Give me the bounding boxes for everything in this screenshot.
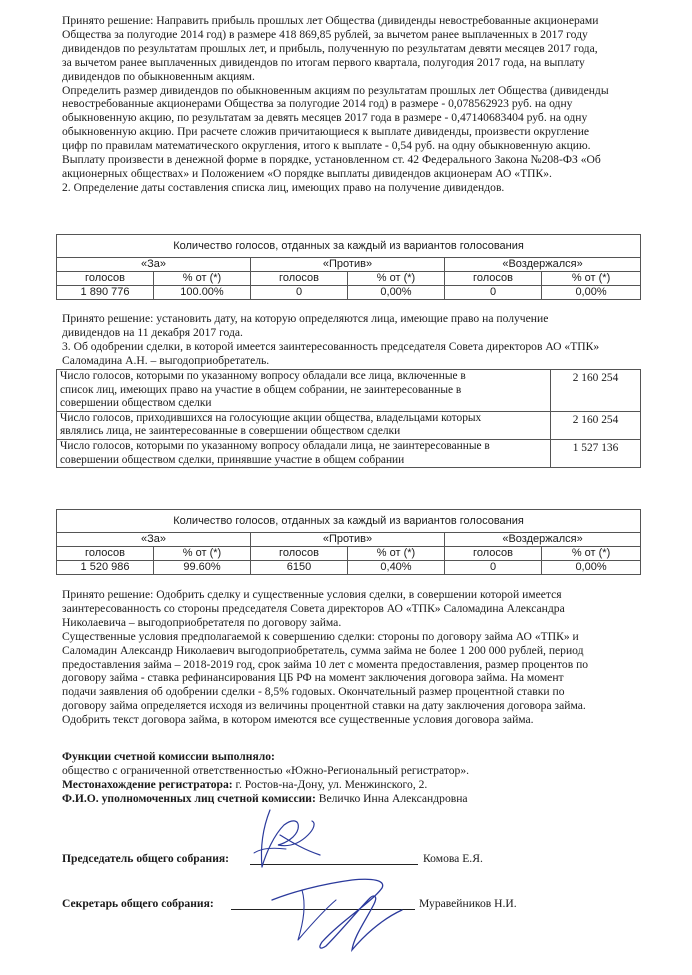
chair-label: Председатель общего собрания: [62,852,230,865]
text-line: цифр по правилам математического округления, итого к выплате - 0,54 руб. на одну обыкновенную акцию. [62,139,591,153]
text-line: Николаевича – выгодоприобретателя по договору займа. [62,615,342,629]
column-header: голосов [445,272,542,286]
option-against: «Против» [251,533,445,547]
table-row [57,510,641,533]
text-line: 3. Об одобрении сделки, в которой имеется заинтересованность председателя Совета директоров АО «ТПК» [62,339,600,353]
vote-results-table-1 [56,234,641,300]
option-for: «За» [57,258,251,272]
option-abstain: «Воздержался» [445,533,641,547]
persons-label: Ф.И.О. уполномоченных лиц счетной комиссии: [62,791,316,805]
option-abstain: «Воздержался» [445,258,641,272]
text-line: Число голосов, приходившихся на голосующие акции общества, владельцами которых [60,411,482,424]
table-cell: 1 890 776 [57,286,154,300]
text-line: договору займа определяется исходя из величины процентной ставки на дату заключения договора займа. [62,699,586,713]
table-row [57,561,641,575]
column-header: % от (*) [348,547,445,561]
text-line: Выплату произвести в денежной форме в порядке, установленном ст. 42 Федерального Закона №208-ФЗ «Об [62,153,601,167]
column-header: % от (*) [542,547,641,561]
secretary-label: Секретарь общего собрания: [62,897,214,910]
text-line: обыкновенную акцию, по результатам за девять месяцев 2017 года в размере - 0,47140683404 руб. на одну [62,111,588,125]
table-cell: 0,00% [542,286,641,300]
table-cell: 6150 [251,561,348,575]
text-line: совершении обществом сделки, принявшие участие в общем собрании [60,453,405,466]
column-header: % от (*) [154,272,251,286]
text-line: дивидендов на 11 декабря 2017 года. [62,325,243,339]
option-for: «За» [57,533,251,547]
text-line: за вычетом ранее выплаченных дивидендов по итогам первого квартала, полугодия 2017 года, на выплату [62,55,585,69]
column-header: голосов [57,547,154,561]
persons-value: Величко Инна Александровна [315,791,468,805]
text-line: предоставления займа – 2018-2019 год, срок займа 10 лет с момента предоставления, размер процентов по [62,657,589,671]
column-header: голосов [251,272,348,286]
text-line: являлись лица, не заинтересованные в совершении обществом сделки [60,425,401,438]
column-header: % от (*) [348,272,445,286]
text-line: Саломадина А.Н. – выгодоприобретатель. [62,353,270,367]
text-line: Существенные условия предполагаемой к совершению сделки: стороны по договору займа АО «ТПК» и [62,629,579,643]
table-cell: 1 520 986 [57,561,154,575]
counting-commission-block [62,750,668,806]
stat-value: 2 160 254 [551,411,641,439]
decision-record-date-paragraph [62,312,668,368]
stat-value: 1 527 136 [551,439,641,467]
decision-dividends-paragraph [62,14,668,195]
table-row [57,286,641,300]
decision-loan-paragraph [62,588,668,727]
table-cell: 100.00% [154,286,251,300]
text-line: Принято решение: установить дату, на которую определяются лица, имеющие право на получение [62,312,549,325]
stat-label [57,439,551,467]
table-row [57,258,641,272]
text-line: список лиц, имеющих право на участие в общем собрании, не заинтересованные в [60,383,462,396]
text-line: акционерных обществах» и Положением «О порядке выплаты дивидендов акционерам АО «ТПК». [62,166,552,180]
column-header: % от (*) [154,547,251,561]
text-line: Общества за полугодие 2014 год) в размере 418 869,85 рублей, за вычетом ранее выплаченных в 2017 году [62,27,588,41]
text-line: обыкновенную акцию. При расчете сложив причитающиеся к выплате дивиденды, произвести округление [62,125,590,139]
table-row [57,533,641,547]
chair-signature [240,805,330,875]
text-line: Принято решение: Направить прибыль прошлых лет Общества (дивиденды невостребованные акционерами [62,14,599,27]
commission-org: общество с ограниченной ответственностью «Южно-Региональный регистратор». [62,763,470,777]
column-header: голосов [445,547,542,561]
text-line: Число голосов, которыми по указанному вопросу обладали все лица, включенные в [60,370,466,382]
column-header: % от (*) [542,272,641,286]
text-line: заинтересованность со стороны председателя Совета директоров АО «ТПК» Саломадина Александра [62,601,565,615]
table-cell: 0,00% [542,561,641,575]
commission-heading: Функции счетной комиссии выполняло: [62,750,275,763]
text-line: Определить размер дивидендов по обыкновенным акциям по результатам прошлых лет Общества (дивиденды [62,83,609,97]
table-caption: Количество голосов, отданных за каждый из вариантов голосования [57,235,641,258]
table-caption: Количество голосов, отданных за каждый из вариантов голосования [57,510,641,533]
column-header: голосов [251,547,348,561]
text-line: 2. Определение даты составления списка лиц, имеющих право на получение дивидендов. [62,180,505,194]
vote-results-table-2 [56,509,641,575]
text-line: Одобрить текст договора займа, в котором имеются все существенные условия договора займа. [62,713,534,727]
table-row [57,235,641,258]
option-against: «Против» [251,258,445,272]
text-line: Принято решение: Одобрить сделку и существенные условия сделки, в совершении которой имеется [62,588,562,601]
table-row [57,272,641,286]
commission-location [62,778,668,792]
text-line: невостребованные акционерами Общества за полугодие 2014 год) в размере - 0,078562923 руб. на одну [62,97,573,111]
text-line: совершении обществом сделки [60,397,212,410]
stat-label [57,370,551,412]
text-line: Саломадин Александр Николаевич выгодоприобретатель, сумма займа не более 1 200 000 рублей, период [62,643,584,657]
table-cell: 0 [251,286,348,300]
table-cell: 0,40% [348,561,445,575]
text-line: подачи заявления об одобрении сделки - 8,5% годовых. Окончательный размер процентной ставки по [62,685,565,699]
secretary-signature [262,870,422,960]
chair-name: Комова Е.Я. [423,852,483,865]
text-line: дивидендов по обыкновенным акциям. [62,69,255,83]
location-label: Местонахождение регистратора: [62,777,233,791]
table-cell: 0 [445,561,542,575]
table-cell: 99.60% [154,561,251,575]
secretary-name: Муравейников Н.И. [419,897,517,910]
table-row [57,439,641,467]
table-row [57,411,641,439]
stat-label [57,411,551,439]
stat-value: 2 160 254 [551,370,641,412]
text-line: договору займа - ставка рефинансирования ЦБ РФ на момент заключения договора займа. На момент [62,671,564,685]
table-cell: 0 [445,286,542,300]
commission-persons [62,792,668,806]
text-line: дивидендов по результатам прошлых лет, и прибыль, полученную по результатам девяти месяцев 2017 года, [62,41,598,55]
text-line: Число голосов, которыми по указанному вопросу обладали лица, не заинтересованные в [60,439,490,452]
table-row [57,370,641,412]
table-cell: 0,00% [348,286,445,300]
vote-stats-table [56,369,641,468]
column-header: голосов [57,272,154,286]
location-value: г. Ростов-на-Дону, ул. Менжинского, 2. [232,777,428,791]
table-row [57,547,641,561]
